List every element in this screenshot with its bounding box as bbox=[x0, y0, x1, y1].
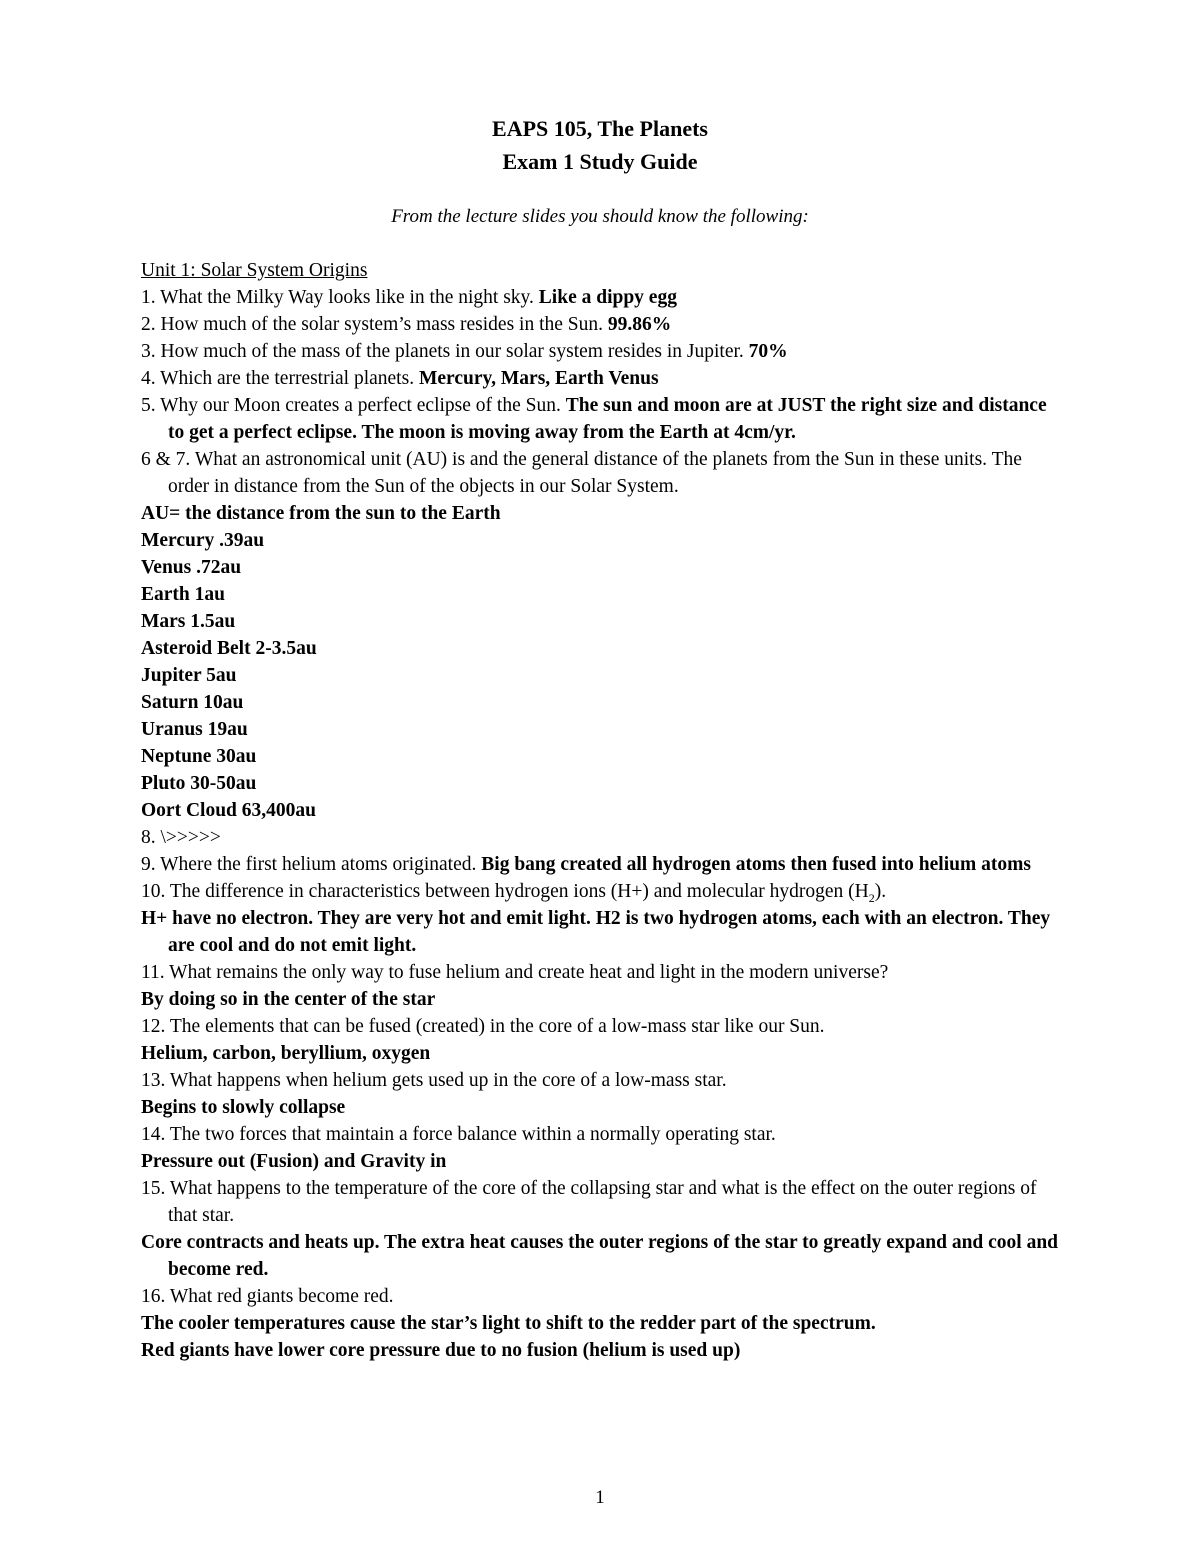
answer-13: Begins to slowly collapse bbox=[141, 1097, 346, 1118]
answer-14: Pressure out (Fusion) and Gravity in bbox=[141, 1151, 447, 1172]
item-8: 8. \>>>>> bbox=[141, 827, 221, 848]
question-3: 3. How much of the mass of the planets in our solar system resides in Jupiter. bbox=[141, 341, 749, 362]
question-4: 4. Which are the terrestrial planets. bbox=[141, 368, 419, 389]
distance-asteroid-belt: Asteroid Belt 2-3.5au bbox=[141, 638, 317, 659]
question-13: 13. What happens when helium gets used up in the core of a low-mass star. bbox=[141, 1070, 727, 1091]
distance-neptune: Neptune 30au bbox=[141, 746, 257, 767]
unit-heading: Unit 1: Solar System Origins bbox=[141, 260, 368, 281]
answer-2: 99.86% bbox=[607, 314, 672, 335]
item-2 bbox=[141, 311, 1066, 338]
document-subtitle: Exam 1 Study Guide bbox=[502, 149, 698, 174]
question-1: 1. What the Milky Way looks like in the night sky. bbox=[141, 287, 539, 308]
item-9 bbox=[141, 851, 1066, 878]
answer-15: Core contracts and heats up. The extra heat causes the outer regions of the star to greatly expand and cool and become red. bbox=[141, 1232, 1059, 1280]
question-10-text: 10. The difference in characteristics between hydrogen ions (H+) and molecular hydrogen (H bbox=[141, 881, 869, 902]
distance-venus: Venus .72au bbox=[141, 557, 242, 578]
distance-saturn: Saturn 10au bbox=[141, 692, 244, 713]
item-4 bbox=[141, 365, 1066, 392]
distance-oort-cloud: Oort Cloud 63,400au bbox=[141, 800, 316, 821]
distance-earth: Earth 1au bbox=[141, 584, 225, 605]
page-number: 1 bbox=[595, 1487, 605, 1508]
distance-jupiter: Jupiter 5au bbox=[141, 665, 237, 686]
distance-mercury: Mercury .39au bbox=[141, 530, 265, 551]
question-5: 5. Why our Moon creates a perfect eclipse of the Sun. bbox=[141, 395, 566, 416]
item-3 bbox=[141, 338, 1066, 365]
item-5 bbox=[141, 392, 1066, 446]
answer-10: H+ have no electron. They are very hot and emit light. H2 is two hydrogen atoms, each with an electron. They are cool and do not emit light. bbox=[141, 908, 1051, 956]
document-title: EAPS 105, The Planets bbox=[492, 116, 708, 141]
intro-text: From the lecture slides you should know the following: bbox=[391, 206, 809, 227]
distance-pluto: Pluto 30-50au bbox=[141, 773, 257, 794]
answer-12: Helium, carbon, beryllium, oxygen bbox=[141, 1043, 431, 1064]
distance-uranus: Uranus 19au bbox=[141, 719, 248, 740]
question-10 bbox=[141, 878, 1066, 905]
question-2: 2. How much of the solar system’s mass resides in the Sun. bbox=[141, 314, 608, 335]
answer-5: The sun and moon are at JUST the right size and distance to get a perfect eclipse. The moon is moving away from the Earth at 4cm/yr. bbox=[168, 395, 1047, 443]
answer-4: Mercury, Mars, Earth Venus bbox=[418, 368, 659, 389]
question-16: 16. What red giants become red. bbox=[141, 1286, 394, 1307]
question-15: 15. What happens to the temperature of the core of the collapsing star and what is the effect on the outer regions of that star. bbox=[141, 1178, 1037, 1226]
answer-6-7: AU= the distance from the sun to the Earth bbox=[141, 503, 501, 524]
question-12: 12. The elements that can be fused (created) in the core of a low-mass star like our Sun. bbox=[141, 1016, 825, 1037]
answer-9: Big bang created all hydrogen atoms then fused into helium atoms bbox=[481, 854, 1031, 875]
study-guide-body bbox=[141, 257, 1066, 1364]
question-14: 14. The two forces that maintain a force balance within a normally operating star. bbox=[141, 1124, 776, 1145]
answer-16-line-1: The cooler temperatures cause the star’s light to shift to the redder part of the spectrum. bbox=[141, 1313, 876, 1334]
answer-16-line-2: Red giants have lower core pressure due to no fusion (helium is used up) bbox=[141, 1340, 741, 1361]
answer-1: Like a dippy egg bbox=[538, 287, 677, 308]
answer-11: By doing so in the center of the star bbox=[141, 989, 436, 1010]
item-1 bbox=[141, 284, 1066, 311]
question-9: 9. Where the first helium atoms originated. bbox=[141, 854, 482, 875]
question-11: 11. What remains the only way to fuse helium and create heat and light in the modern universe? bbox=[141, 962, 889, 983]
answer-3: 70% bbox=[748, 341, 788, 362]
question-6-7: 6 & 7. What an astronomical unit (AU) is and the general distance of the planets from the Sun in these units. The order in distance from the Sun of the objects in our Solar System. bbox=[141, 449, 1022, 497]
distance-mars: Mars 1.5au bbox=[141, 611, 236, 632]
document-header bbox=[0, 112, 1200, 178]
question-10-subscript: 2 bbox=[868, 890, 875, 905]
question-10-end: ). bbox=[874, 881, 887, 902]
